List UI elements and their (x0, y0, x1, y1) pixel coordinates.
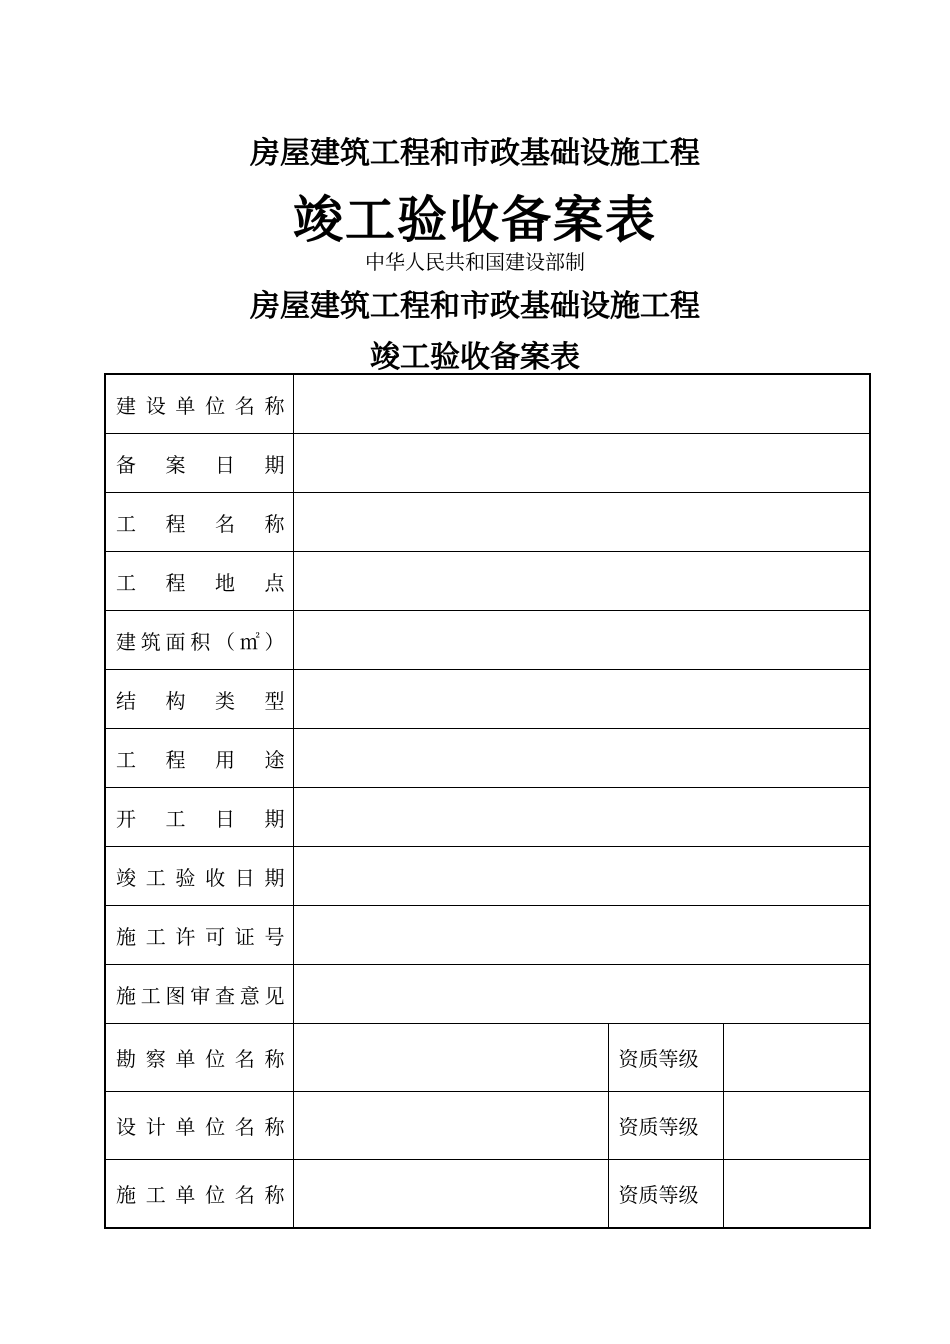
field-design-qualification[interactable] (723, 1092, 870, 1160)
field-project-use[interactable] (293, 729, 870, 788)
label-project-location: 工程地点 (105, 552, 293, 611)
field-start-date[interactable] (293, 788, 870, 847)
field-permit-number[interactable] (293, 906, 870, 965)
form-row (105, 552, 870, 611)
form-row (105, 729, 870, 788)
cover-title-line1: 房屋建筑工程和市政基础设施工程 (250, 136, 700, 171)
label-survey-qualification: 资质等级 (608, 1024, 723, 1092)
field-design-unit[interactable] (293, 1092, 608, 1160)
label-building-area: 建筑面积（㎡） (105, 611, 293, 670)
filing-form-table (104, 373, 871, 1229)
form-row (105, 1092, 870, 1160)
label-contractor-qualification: 资质等级 (608, 1160, 723, 1229)
form-row (105, 611, 870, 670)
field-structure-type[interactable] (293, 670, 870, 729)
issuer-text: 中华人民共和国建设部制 (365, 250, 585, 274)
label-permit-number: 施工许可证号 (105, 906, 293, 965)
form-row (105, 1160, 870, 1229)
label-construction-contractor: 施工单位名称 (105, 1160, 293, 1229)
label-construction-unit: 建设单位名称 (105, 374, 293, 434)
form-row (105, 847, 870, 906)
form-row (105, 670, 870, 729)
label-drawing-review-opinion: 施工图审查意见 (105, 965, 293, 1024)
form-row (105, 906, 870, 965)
field-survey-unit[interactable] (293, 1024, 608, 1092)
label-design-unit: 设计单位名称 (105, 1092, 293, 1160)
form-row (105, 1024, 870, 1092)
field-filing-date[interactable] (293, 434, 870, 493)
label-survey-unit: 勘察单位名称 (105, 1024, 293, 1092)
field-project-location[interactable] (293, 552, 870, 611)
field-acceptance-date[interactable] (293, 847, 870, 906)
form-title-line2: 竣工验收备案表 (370, 340, 580, 375)
label-project-name: 工程名称 (105, 493, 293, 552)
form-row (105, 374, 870, 434)
field-drawing-review-opinion[interactable] (293, 965, 870, 1024)
field-construction-contractor[interactable] (293, 1160, 608, 1229)
label-project-use: 工程用途 (105, 729, 293, 788)
field-project-name[interactable] (293, 493, 870, 552)
field-contractor-qualification[interactable] (723, 1160, 870, 1229)
label-structure-type: 结构类型 (105, 670, 293, 729)
form-row (105, 434, 870, 493)
cover-title-line2: 竣工验收备案表 (293, 191, 657, 249)
label-acceptance-date: 竣工验收日期 (105, 847, 293, 906)
label-design-qualification: 资质等级 (608, 1092, 723, 1160)
form-row (105, 493, 870, 552)
form-row (105, 965, 870, 1024)
field-building-area[interactable] (293, 611, 870, 670)
form-row (105, 788, 870, 847)
label-start-date: 开工日期 (105, 788, 293, 847)
field-construction-unit[interactable] (293, 374, 870, 434)
label-filing-date: 备案日期 (105, 434, 293, 493)
field-survey-qualification[interactable] (723, 1024, 870, 1092)
form-title-line1: 房屋建筑工程和市政基础设施工程 (250, 289, 700, 324)
